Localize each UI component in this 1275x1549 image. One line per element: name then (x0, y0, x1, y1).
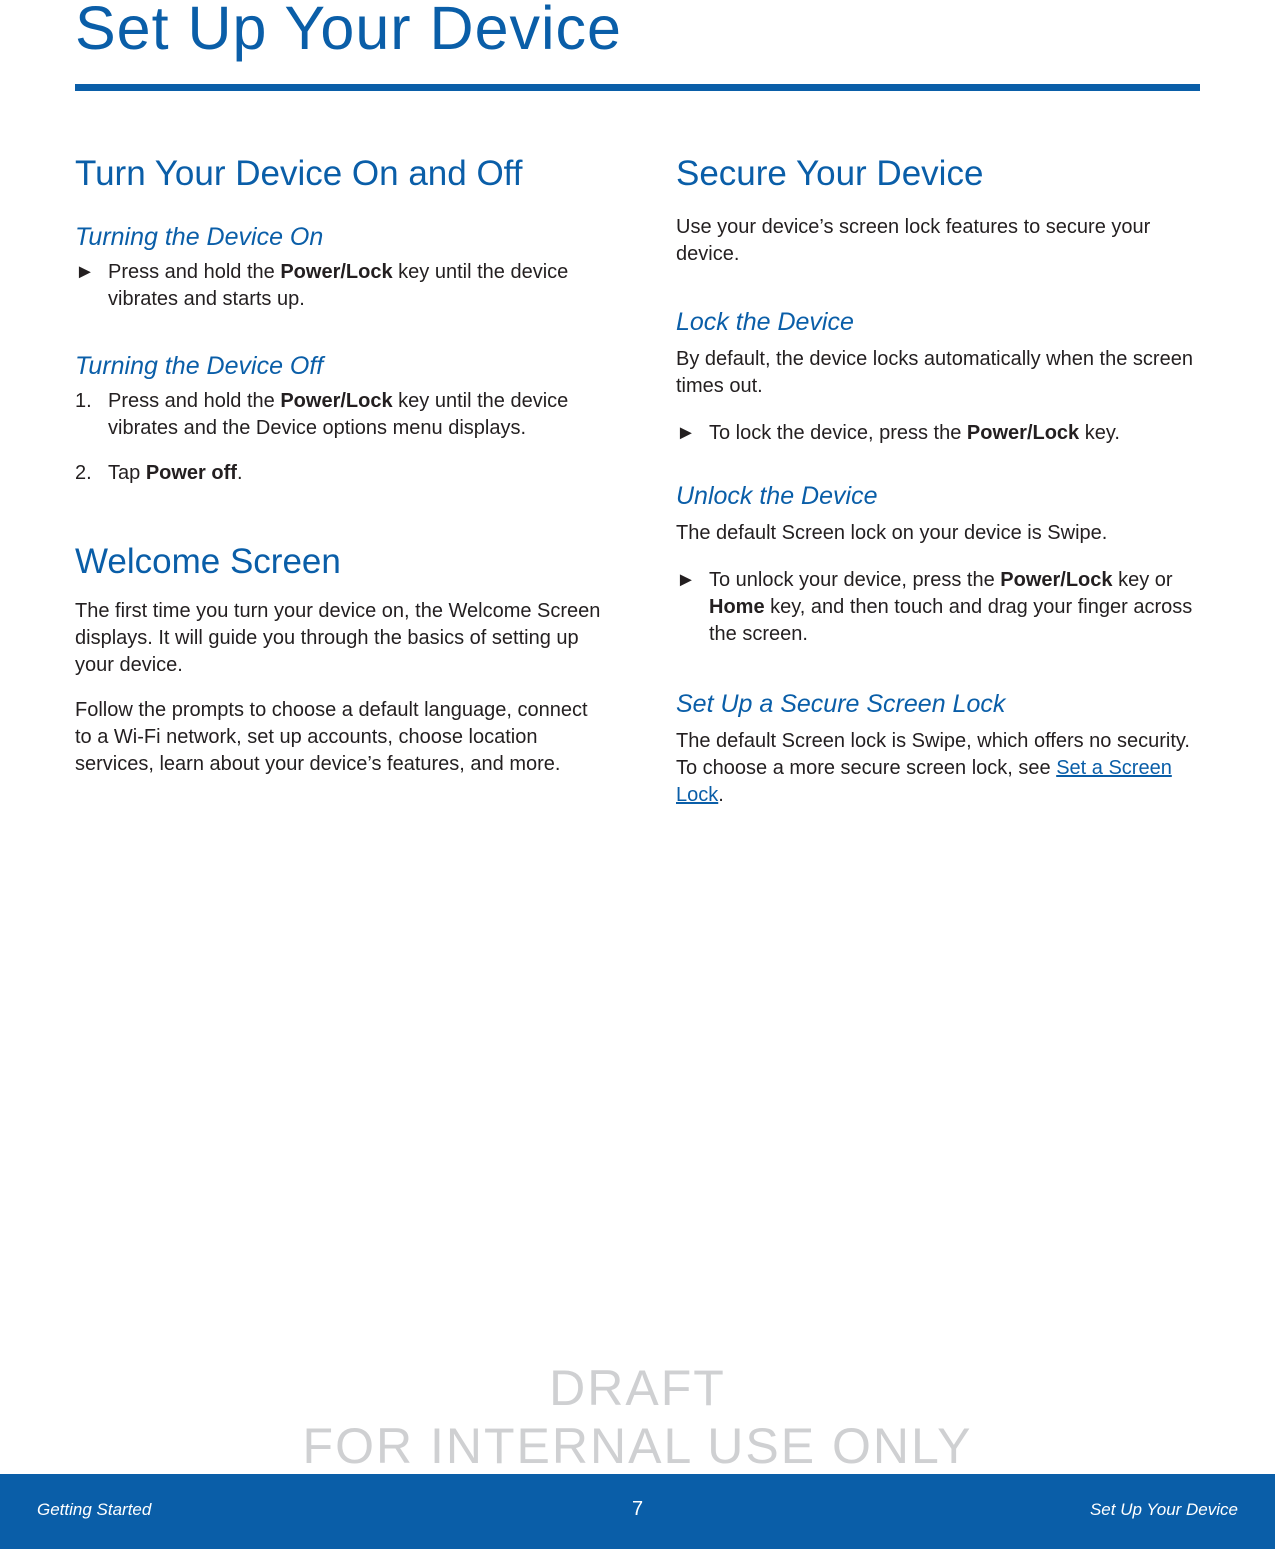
bullet-arrow-icon: ► (75, 261, 95, 283)
draft-watermark: DRAFT (549, 1360, 726, 1416)
page-title: Set Up Your Device (75, 0, 622, 62)
welcome-screen-heading: Welcome Screen (75, 542, 341, 581)
page-number: 7 (631, 1498, 644, 1520)
power-off-option-label: Power off (145, 462, 237, 484)
lock-paragraph: By default, the device locks automatically when the screen times out. (676, 348, 1193, 397)
footer-chapter-label: Set Up Your Device (1089, 1500, 1238, 1519)
home-key-label: Home (709, 596, 765, 618)
turn-on-off-heading: Turn Your Device On and Off (75, 154, 523, 193)
turn-off-step-1: 1. Press and hold the Power/Lock key until the device vibrates and the Device options menu displays. (75, 388, 603, 442)
secure-screen-lock-subheading: Set Up a Secure Screen Lock (676, 690, 1006, 718)
secure-screen-lock-paragraph: The default Screen lock is Swipe, which offers no security. To choose a more secure screen lock, see Set a Screen Lock. (676, 730, 1190, 806)
bullet-arrow-icon: ► (676, 569, 696, 591)
set-screen-lock-link[interactable]: Set a Screen Lock (676, 757, 1172, 806)
internal-use-watermark: FOR INTERNAL USE ONLY (302, 1418, 973, 1474)
step-number: 1. (75, 390, 92, 412)
left-column (75, 150, 603, 778)
footer-section-label: Getting Started (37, 1500, 152, 1519)
power-lock-key-label: Power/Lock (966, 422, 1080, 444)
footer-bar (0, 1474, 1275, 1549)
turn-on-instruction: ► Press and hold the Power/Lock key until the device vibrates and starts up. (75, 259, 603, 313)
unlock-instruction: ► To unlock your device, press the Power/Lock key or Home key, and then touch and drag your finger across the screen. (676, 567, 1201, 648)
secure-intro-paragraph: Use your device’s screen lock features to secure your device. (676, 216, 1151, 265)
power-lock-key-label: Power/Lock (280, 261, 393, 283)
turning-on-subheading: Turning the Device On (75, 223, 324, 251)
step-number: 2. (75, 462, 92, 484)
title-divider (75, 84, 1200, 91)
turning-off-subheading: Turning the Device Off (75, 352, 324, 380)
bullet-arrow-icon: ► (676, 422, 696, 444)
lock-instruction: ► To lock the device, press the Power/Lock key. (676, 420, 1201, 447)
unlock-device-subheading: Unlock the Device (676, 482, 878, 510)
welcome-paragraph-1: The first time you turn your device on, the Welcome Screen displays. It will guide you through the basics of setting up your device. (75, 600, 601, 676)
turn-off-step-2: 2. Tap Power off. (75, 460, 603, 487)
right-column (676, 150, 1201, 809)
lock-device-subheading: Lock the Device (676, 308, 854, 336)
unlock-paragraph: The default Screen lock on your device is Swipe. (676, 522, 1108, 544)
secure-device-heading: Secure Your Device (676, 154, 984, 193)
power-lock-key-label: Power/Lock (280, 390, 393, 412)
welcome-paragraph-2: Follow the prompts to choose a default language, connect to a Wi-Fi network, set up accounts, choose location services, learn about your device’s features, and more. (75, 699, 588, 775)
power-lock-key-label: Power/Lock (1000, 569, 1113, 591)
